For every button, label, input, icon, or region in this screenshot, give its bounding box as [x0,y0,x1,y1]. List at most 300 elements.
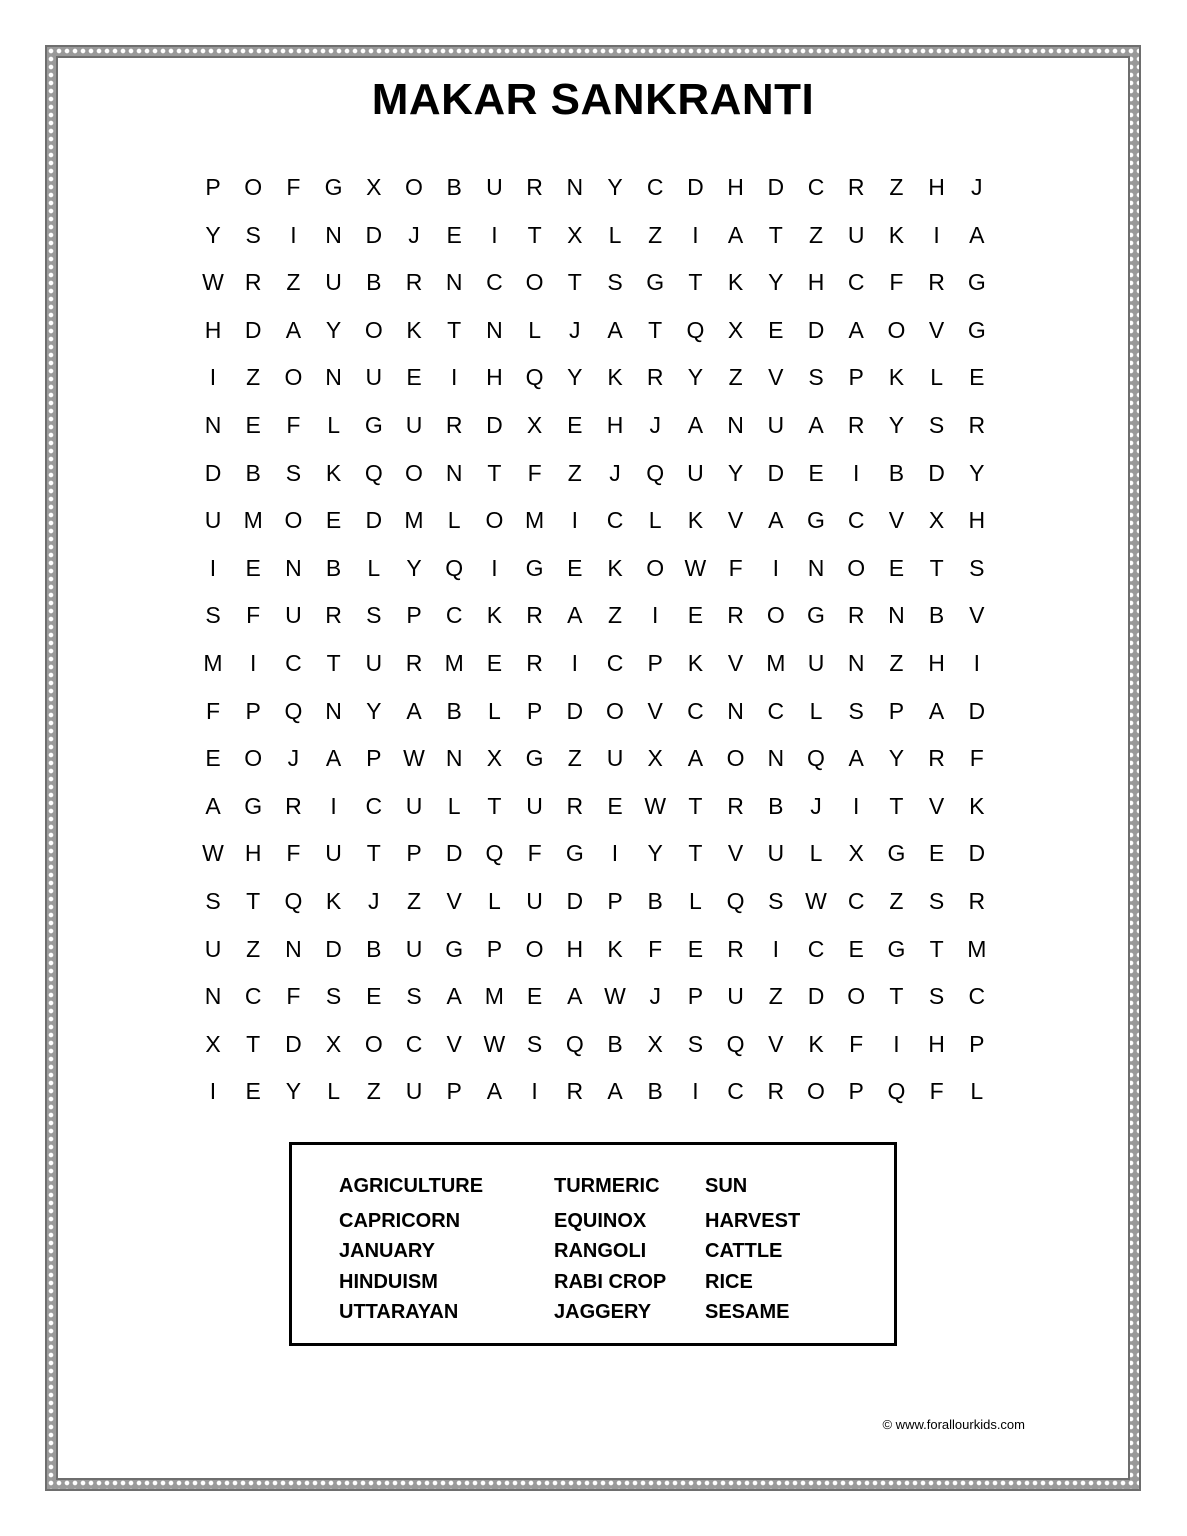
grid-letter[interactable]: I [852,459,860,486]
grid-letter[interactable]: E [245,554,261,581]
grid-letter[interactable]: A [687,412,704,438]
grid-letter[interactable]: K [687,650,704,676]
grid-letter[interactable]: W [403,745,425,772]
grid-letter[interactable]: K [486,602,503,629]
grid-letter[interactable]: S [928,983,945,1010]
grid-letter[interactable]: Y [687,364,704,391]
grid-letter[interactable]: T [246,888,261,914]
grid-letter[interactable]: W [644,792,667,819]
grid-letter[interactable]: M [525,507,545,534]
grid-letter[interactable]: O [847,554,866,581]
grid-letter[interactable]: P [969,1030,985,1057]
grid-letter[interactable]: X [205,1030,221,1057]
grid-letter[interactable]: O [284,364,303,391]
grid-letter[interactable]: I [973,650,980,676]
grid-letter[interactable]: I [571,650,578,676]
grid-letter[interactable]: Q [726,1030,745,1057]
grid-letter[interactable]: P [848,1078,864,1105]
grid-letter[interactable]: U [767,840,785,867]
grid-letter[interactable]: X [928,507,945,534]
grid-letter[interactable]: V [727,840,744,867]
grid-letter[interactable]: Y [888,745,905,772]
grid-letter[interactable]: E [567,554,583,581]
grid-letter[interactable]: D [365,507,383,534]
grid-letter[interactable]: I [692,1078,699,1105]
grid-letter[interactable]: Q [284,888,303,914]
grid-letter[interactable]: R [928,269,945,296]
grid-letter[interactable]: T [648,316,663,343]
grid-letter[interactable]: E [687,602,704,629]
grid-letter[interactable]: K [969,792,985,819]
grid-letter[interactable]: Q [525,364,544,391]
grid-letter[interactable]: E [526,983,543,1010]
grid-letter[interactable]: A [969,221,985,248]
grid-letter[interactable]: I [491,221,498,248]
grid-letter[interactable]: G [807,507,825,534]
grid-letter[interactable]: I [209,364,217,391]
grid-letter[interactable]: E [607,792,623,819]
grid-letter[interactable]: K [406,316,422,343]
grid-letter[interactable]: Z [768,983,783,1010]
grid-letter[interactable]: A [567,983,583,1010]
grid-letter[interactable]: S [808,364,824,391]
grid-letter[interactable]: E [205,745,221,772]
grid-letter[interactable]: J [649,983,661,1010]
grid-letter[interactable]: N [566,174,584,200]
grid-letter[interactable]: P [205,174,221,200]
grid-letter[interactable]: X [727,316,744,343]
grid-letter[interactable]: J [810,792,822,819]
grid-letter[interactable]: U [325,269,342,296]
grid-letter[interactable]: E [768,316,784,343]
grid-letter[interactable]: V [727,650,744,676]
grid-letter[interactable]: W [202,840,224,867]
grid-letter[interactable]: P [406,840,422,867]
grid-letter[interactable]: C [847,888,865,914]
grid-letter[interactable]: Q [887,1078,906,1105]
grid-letter[interactable]: C [807,935,825,962]
grid-letter[interactable]: O [847,983,866,1010]
grid-letter[interactable]: V [969,602,985,629]
grid-letter[interactable]: S [245,221,261,248]
grid-letter[interactable]: Z [567,745,582,772]
grid-letter[interactable]: B [888,459,905,486]
grid-letter[interactable]: C [767,697,785,724]
grid-letter[interactable]: Y [567,364,583,391]
grid-letter[interactable]: H [204,316,222,343]
grid-letter[interactable]: K [325,459,342,486]
grid-letter[interactable]: Z [889,888,904,914]
grid-letter[interactable]: D [566,697,584,724]
grid-letter[interactable]: S [768,888,784,914]
grid-letter[interactable]: S [205,888,221,914]
grid-letter[interactable]: A [607,1078,623,1105]
grid-letter[interactable]: O [244,174,263,200]
grid-letter[interactable]: Y [768,269,784,296]
grid-letter[interactable]: H [244,840,262,867]
grid-letter[interactable]: U [405,935,423,962]
grid-letter[interactable]: F [286,412,301,438]
grid-letter[interactable]: A [727,221,744,248]
grid-letter[interactable]: I [772,935,779,962]
grid-letter[interactable]: N [727,697,744,724]
grid-letter[interactable]: A [567,602,583,629]
grid-letter[interactable]: C [606,650,624,676]
grid-letter[interactable]: E [808,459,824,486]
grid-letter[interactable]: M [404,507,424,534]
grid-letter[interactable]: E [366,983,382,1010]
grid-letter[interactable]: E [888,554,905,581]
grid-letter[interactable]: W [202,269,224,296]
grid-letter[interactable]: Z [808,221,824,248]
grid-letter[interactable]: I [571,507,578,534]
grid-letter[interactable]: W [684,554,707,581]
grid-letter[interactable]: T [688,840,703,867]
grid-letter[interactable]: N [204,983,222,1010]
grid-letter[interactable]: G [525,554,544,581]
grid-letter[interactable]: F [286,983,301,1010]
grid-letter[interactable]: P [446,1078,462,1105]
grid-letter[interactable]: G [565,840,584,867]
grid-letter[interactable]: O [364,316,383,343]
grid-letter[interactable]: S [325,983,342,1010]
grid-letter[interactable]: D [445,840,463,867]
grid-letter[interactable]: L [447,792,461,819]
grid-letter[interactable]: S [366,602,382,629]
grid-letter[interactable]: E [567,412,583,438]
grid-letter[interactable]: A [848,745,864,772]
grid-letter[interactable]: S [607,269,623,296]
grid-letter[interactable]: E [969,364,985,391]
grid-letter[interactable]: S [526,1030,543,1057]
grid-letter[interactable]: X [647,1030,663,1057]
grid-letter[interactable]: Q [565,1030,584,1057]
grid-letter[interactable]: P [888,697,905,724]
grid-letter[interactable]: N [445,269,463,296]
grid-letter[interactable]: Q [284,697,303,724]
grid-letter[interactable]: K [687,507,704,534]
grid-letter[interactable]: J [609,459,621,486]
grid-letter[interactable]: T [688,792,703,819]
grid-letter[interactable]: A [607,316,623,343]
grid-letter[interactable]: R [968,888,986,914]
grid-letter[interactable]: P [526,697,543,724]
grid-letter[interactable]: T [929,554,944,581]
grid-letter[interactable]: I [209,1078,217,1105]
grid-letter[interactable]: O [887,316,906,343]
grid-letter[interactable]: Y [285,1078,302,1105]
grid-letter[interactable]: Y [205,221,221,248]
grid-letter[interactable]: I [893,1030,900,1057]
grid-letter[interactable]: K [727,269,744,296]
grid-letter[interactable]: B [647,888,663,914]
grid-letter[interactable]: D [566,888,584,914]
grid-letter[interactable]: S [969,554,985,581]
grid-letter[interactable]: R [566,1078,584,1105]
grid-letter[interactable]: C [687,697,704,724]
grid-letter[interactable]: S [285,459,302,486]
grid-letter[interactable]: E [486,650,503,676]
grid-letter[interactable]: U [807,650,825,676]
grid-letter[interactable]: A [768,507,784,534]
grid-letter[interactable]: I [491,554,498,581]
grid-letter[interactable]: X [486,745,503,772]
grid-letter[interactable]: D [486,412,503,438]
grid-letter[interactable]: C [285,650,302,676]
grid-letter[interactable]: P [406,602,422,629]
grid-letter[interactable]: S [687,1030,704,1057]
grid-letter[interactable]: K [325,888,342,914]
grid-letter[interactable]: A [928,697,945,724]
grid-letter[interactable]: D [687,174,704,200]
grid-letter[interactable]: Q [445,554,464,581]
grid-letter[interactable]: Y [888,412,905,438]
grid-letter[interactable]: N [888,602,905,629]
grid-letter[interactable]: I [852,792,860,819]
grid-letter[interactable]: G [887,840,906,867]
grid-letter[interactable]: R [968,412,986,438]
grid-letter[interactable]: I [933,221,940,248]
grid-letter[interactable]: Y [406,554,422,581]
grid-letter[interactable]: S [928,412,945,438]
grid-letter[interactable]: W [805,888,827,914]
grid-letter[interactable]: H [928,650,945,676]
grid-letter[interactable]: R [727,602,744,629]
grid-letter[interactable]: Q [485,840,504,867]
grid-letter[interactable]: L [809,697,823,724]
grid-letter[interactable]: R [325,602,342,629]
grid-letter[interactable]: J [649,412,661,438]
grid-letter[interactable]: R [445,412,463,438]
grid-letter[interactable]: R [405,269,423,296]
grid-letter[interactable]: R [847,412,865,438]
grid-letter[interactable]: N [204,412,222,438]
grid-letter[interactable]: O [244,745,263,772]
grid-letter[interactable]: R [405,650,423,676]
grid-letter[interactable]: Z [246,364,261,391]
grid-letter[interactable]: V [727,507,744,534]
grid-letter[interactable]: P [245,697,261,724]
grid-letter[interactable]: B [768,792,784,819]
grid-letter[interactable]: P [848,364,864,391]
grid-letter[interactable]: D [968,697,986,724]
grid-letter[interactable]: A [406,697,422,724]
grid-letter[interactable]: D [807,983,825,1010]
grid-letter[interactable]: N [847,650,865,676]
grid-letter[interactable]: D [244,316,262,343]
grid-letter[interactable]: P [486,935,503,962]
grid-letter[interactable]: I [209,554,217,581]
grid-letter[interactable]: M [484,983,504,1010]
grid-letter[interactable]: N [767,745,785,772]
grid-letter[interactable]: H [968,507,986,534]
grid-letter[interactable]: T [889,983,904,1010]
grid-letter[interactable]: G [967,316,986,343]
grid-letter[interactable]: H [486,364,503,391]
grid-letter[interactable]: C [244,983,262,1010]
grid-letter[interactable]: V [647,697,663,724]
grid-letter[interactable]: Z [246,935,261,962]
grid-letter[interactable]: T [366,840,381,867]
grid-letter[interactable]: R [526,174,543,200]
grid-letter[interactable]: U [526,792,543,819]
grid-letter[interactable]: M [243,507,263,534]
grid-letter[interactable]: Z [607,602,623,629]
grid-letter[interactable]: A [486,1078,503,1105]
grid-letter[interactable]: F [527,840,542,867]
grid-letter[interactable]: Z [406,888,422,914]
grid-letter[interactable]: R [244,269,262,296]
grid-letter[interactable]: C [847,507,865,534]
grid-letter[interactable]: O [525,269,544,296]
grid-letter[interactable]: U [767,412,785,438]
grid-letter[interactable]: G [244,792,263,819]
grid-letter[interactable]: T [889,792,904,819]
grid-letter[interactable]: R [285,792,302,819]
grid-letter[interactable]: J [287,745,300,772]
grid-letter[interactable]: W [604,983,626,1010]
grid-letter[interactable]: V [446,888,462,914]
grid-letter[interactable]: B [366,269,382,296]
grid-letter[interactable]: F [205,697,221,724]
grid-letter[interactable]: B [325,554,342,581]
grid-letter[interactable]: N [807,554,825,581]
grid-letter[interactable]: L [688,888,702,914]
grid-letter[interactable]: C [807,174,825,200]
grid-letter[interactable]: A [848,316,864,343]
grid-letter[interactable]: M [203,650,223,676]
grid-letter[interactable]: P [687,983,704,1010]
grid-letter[interactable]: X [325,1030,342,1057]
grid-letter[interactable]: B [446,697,462,724]
grid-letter[interactable]: C [968,983,986,1010]
grid-letter[interactable]: C [365,792,383,819]
grid-letter[interactable]: E [406,364,422,391]
grid-letter[interactable]: U [325,840,342,867]
grid-letter[interactable]: D [285,1030,302,1057]
grid-letter[interactable]: Q [726,888,745,914]
grid-letter[interactable]: B [446,174,462,200]
grid-letter[interactable]: K [607,364,623,391]
grid-letter[interactable]: L [327,1078,340,1105]
grid-letter[interactable]: D [767,459,785,486]
grid-letter[interactable]: V [768,1030,784,1057]
grid-letter[interactable]: L [487,888,501,914]
grid-letter[interactable]: Z [889,174,904,200]
grid-letter[interactable]: C [405,1030,423,1057]
grid-letter[interactable]: U [687,459,704,486]
grid-letter[interactable]: W [483,1030,506,1057]
grid-letter[interactable]: J [971,174,983,200]
grid-letter[interactable]: N [325,364,342,391]
grid-letter[interactable]: X [567,221,583,248]
grid-letter[interactable]: I [772,554,779,581]
grid-letter[interactable]: D [968,840,986,867]
grid-letter[interactable]: H [566,935,584,962]
grid-letter[interactable]: L [447,507,461,534]
grid-letter[interactable]: M [444,650,464,676]
grid-letter[interactable]: U [606,745,624,772]
grid-letter[interactable]: U [405,412,423,438]
grid-letter[interactable]: L [367,554,381,581]
grid-letter[interactable]: I [249,650,257,676]
grid-letter[interactable]: X [526,412,543,438]
grid-letter[interactable]: Z [728,364,743,391]
grid-letter[interactable]: U [204,507,222,534]
grid-letter[interactable]: X [848,840,864,867]
grid-letter[interactable]: U [727,983,744,1010]
grid-letter[interactable]: V [446,1030,462,1057]
grid-letter[interactable]: F [929,1078,944,1105]
grid-letter[interactable]: L [608,221,622,248]
grid-letter[interactable]: G [646,269,665,296]
grid-letter[interactable]: Y [366,697,382,724]
grid-letter[interactable]: F [286,174,301,200]
grid-letter[interactable]: V [768,364,784,391]
grid-letter[interactable]: R [847,602,865,629]
grid-letter[interactable]: U [285,602,302,629]
grid-letter[interactable]: D [365,221,383,248]
grid-letter[interactable]: T [929,935,944,962]
grid-letter[interactable]: G [807,602,825,629]
grid-letter[interactable]: E [325,507,342,534]
grid-letter[interactable]: O [646,554,665,581]
grid-letter[interactable]: J [408,221,420,248]
grid-letter[interactable]: N [486,316,503,343]
grid-letter[interactable]: M [967,935,987,962]
grid-letter[interactable]: H [928,1030,945,1057]
grid-letter[interactable]: U [365,364,383,391]
grid-letter[interactable]: Z [286,269,301,296]
grid-letter[interactable]: B [607,1030,623,1057]
grid-letter[interactable]: R [767,1078,785,1105]
grid-letter[interactable]: R [526,650,543,676]
grid-letter[interactable]: C [486,269,503,296]
grid-letter[interactable]: P [607,888,623,914]
grid-letter[interactable]: I [611,840,619,867]
grid-letter[interactable]: V [928,316,945,343]
grid-letter[interactable]: A [446,983,462,1010]
grid-letter[interactable]: N [445,459,463,486]
grid-letter[interactable]: K [808,1030,824,1057]
grid-letter[interactable]: Y [607,174,623,200]
grid-letter[interactable]: C [727,1078,744,1105]
grid-letter[interactable]: R [526,602,543,629]
grid-letter[interactable]: L [327,412,340,438]
grid-letter[interactable]: M [766,650,786,676]
grid-letter[interactable]: Z [648,221,663,248]
grid-letter[interactable]: T [487,792,502,819]
grid-letter[interactable]: E [848,935,864,962]
grid-letter[interactable]: T [246,1030,261,1057]
grid-letter[interactable]: F [889,269,904,296]
grid-letter[interactable]: F [969,745,984,772]
grid-letter[interactable]: F [728,554,743,581]
grid-letter[interactable]: O [606,697,624,724]
grid-letter[interactable]: T [527,221,542,248]
grid-letter[interactable]: N [325,221,342,248]
grid-letter[interactable]: F [648,935,663,962]
grid-letter[interactable]: F [246,602,261,629]
grid-letter[interactable]: E [446,221,462,248]
grid-letter[interactable]: B [366,935,382,962]
grid-letter[interactable]: U [365,650,383,676]
grid-letter[interactable]: V [888,507,905,534]
grid-letter[interactable]: N [445,745,463,772]
grid-letter[interactable]: H [606,412,624,438]
grid-letter[interactable]: D [325,935,342,962]
grid-letter[interactable]: J [368,888,380,914]
